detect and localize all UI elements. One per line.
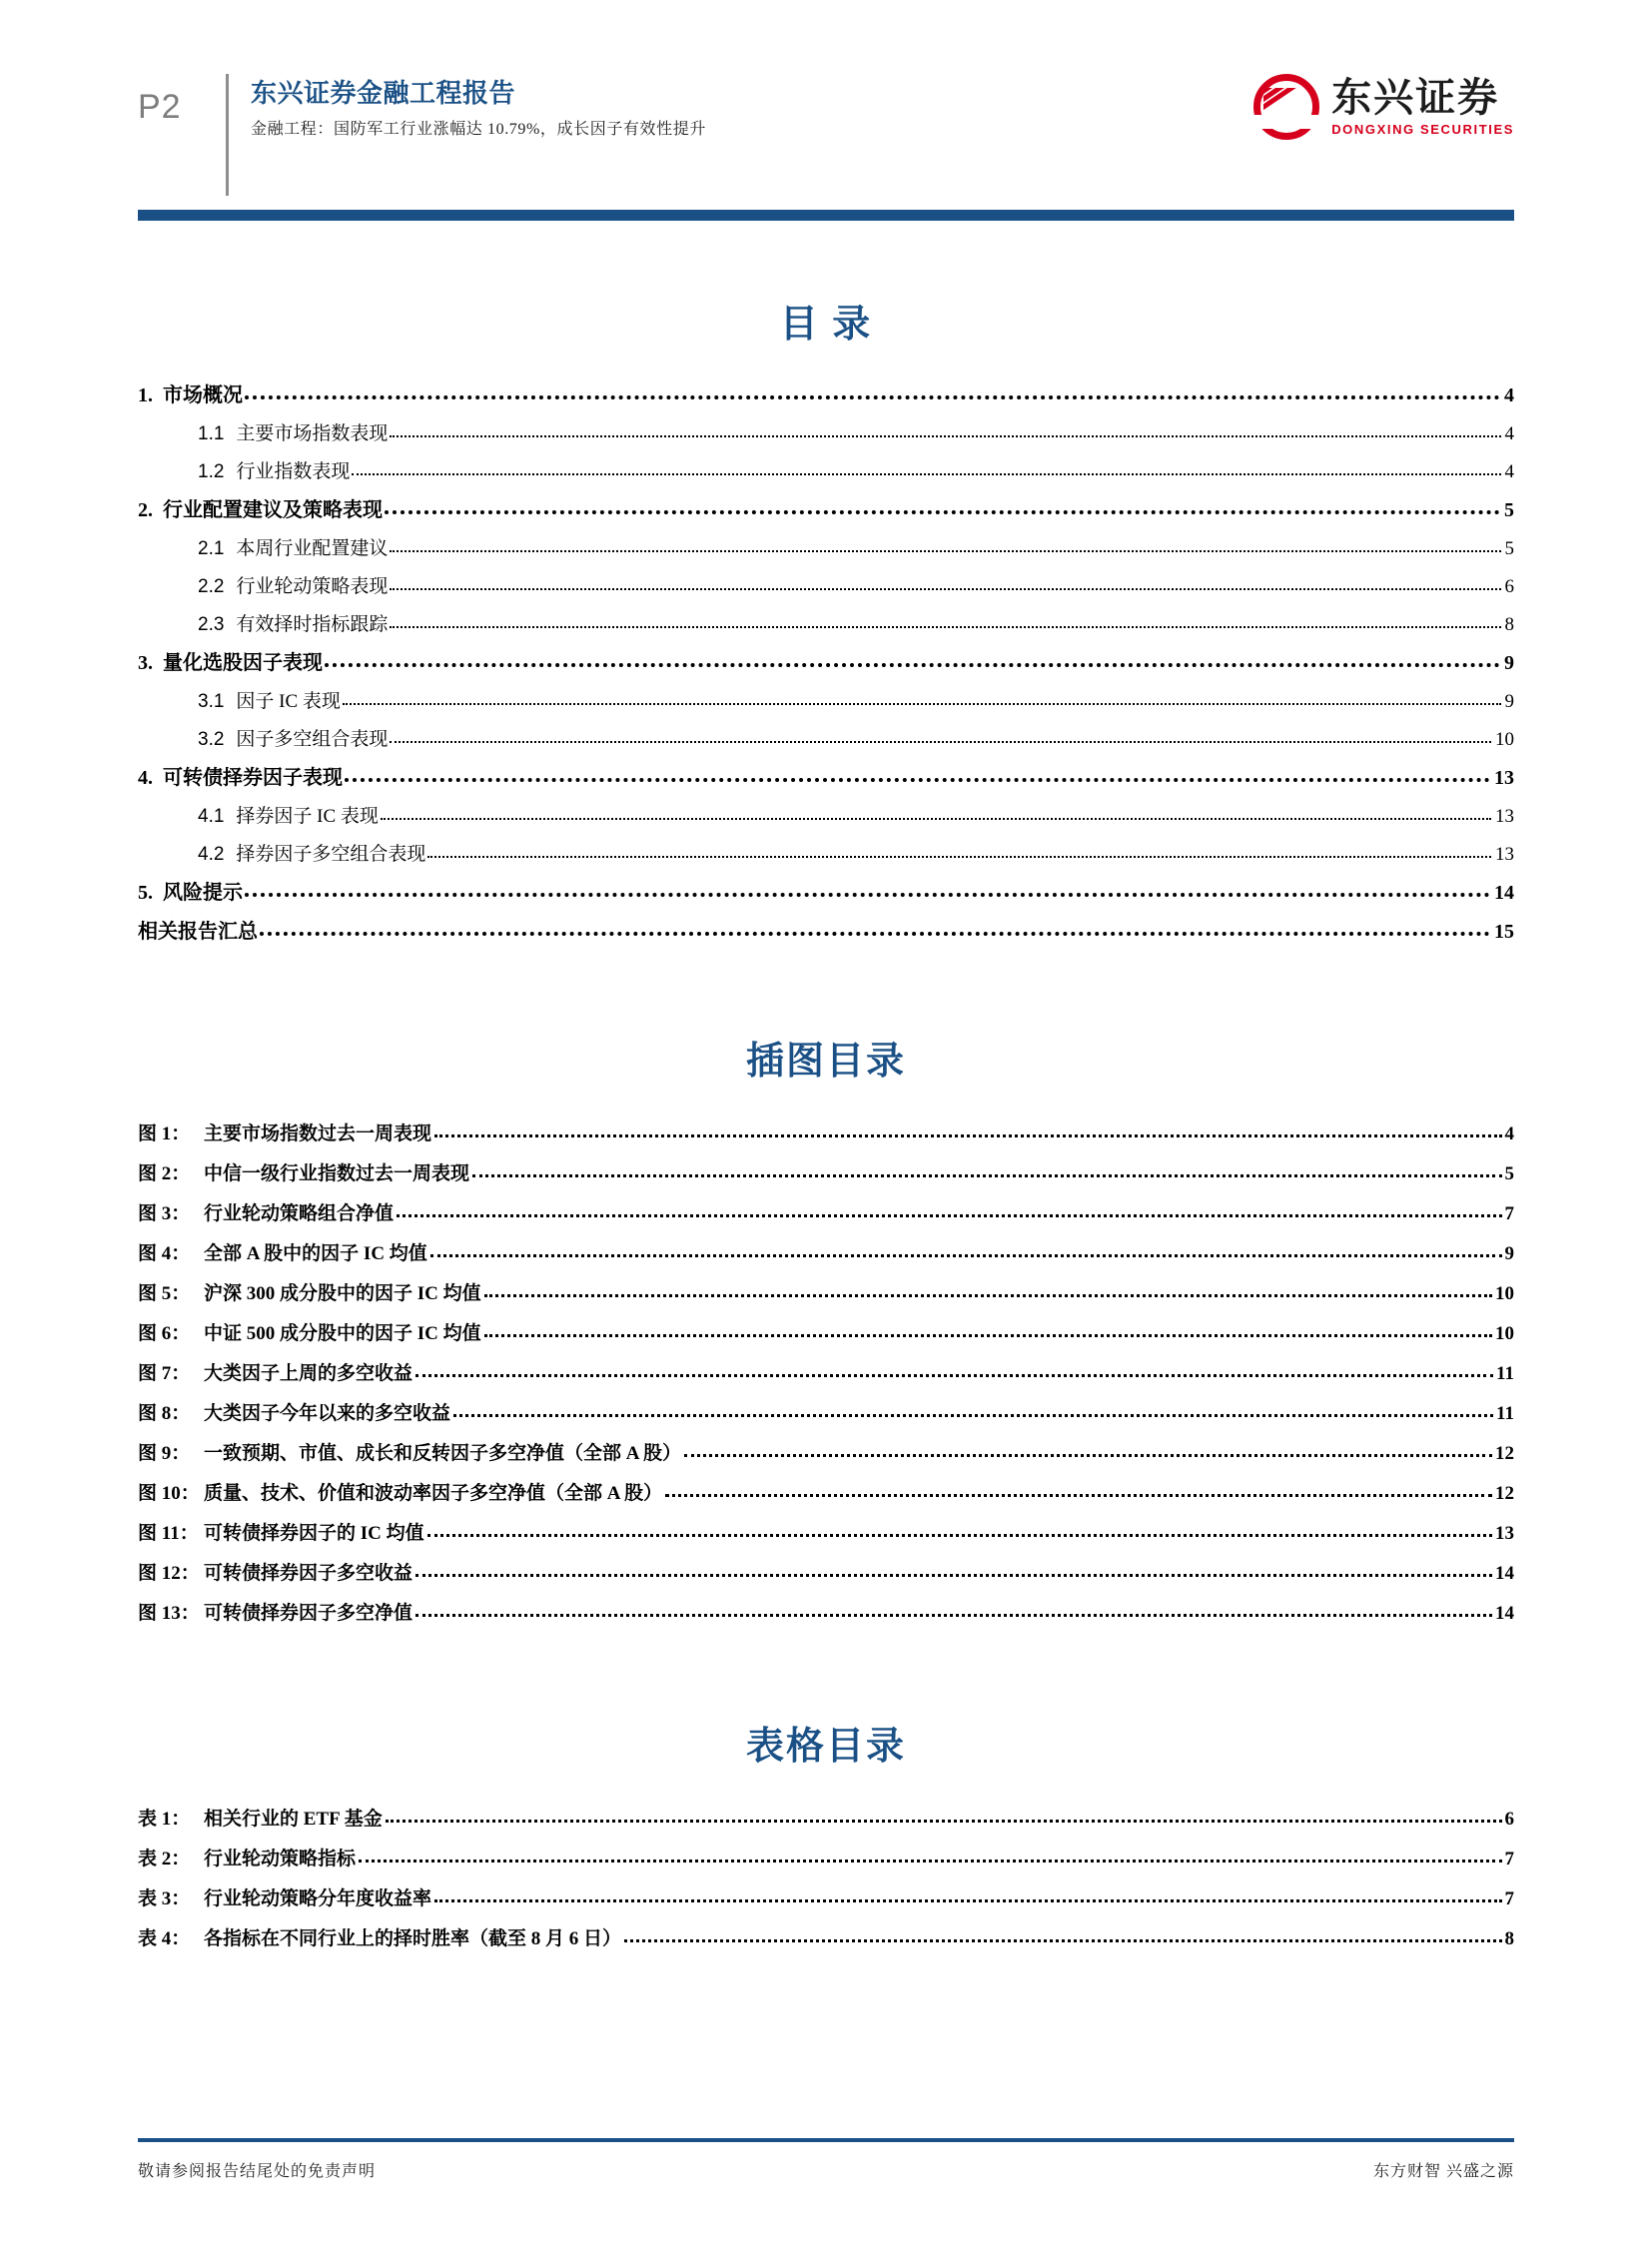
figure-list-entry-tag: 图 12： [138, 1563, 200, 1584]
table-list-entry-label: 行业轮动策略指标 [204, 1849, 357, 1869]
figure-list-entry-tag: 图 11： [138, 1523, 199, 1544]
table-list-entry-page: 6 [1504, 1809, 1514, 1830]
table-list-entry-page: 7 [1504, 1888, 1514, 1909]
leader-dots [397, 1213, 1501, 1217]
leader-dots [427, 1533, 1492, 1537]
header-accent-bar [138, 210, 1514, 221]
table-list-entry[interactable] [138, 1810, 1514, 1829]
toc-entry[interactable] [138, 692, 1514, 711]
footer-accent-bar [138, 2138, 1514, 2142]
toc-entry-page: 4 [1504, 461, 1514, 482]
toc-leader-dots [381, 817, 1491, 820]
figure-list-entry-page: 10 [1495, 1283, 1514, 1304]
toc-leader-dots [390, 625, 1500, 628]
figure-list-entry-label: 可转债择券因子多空净值 [204, 1603, 413, 1624]
table-list-entry-tag: 表 2： [138, 1849, 191, 1869]
figure-list-entry-page: 9 [1504, 1243, 1514, 1264]
toc-entry-page: 14 [1494, 882, 1514, 904]
toc-entry-label: 1.2 行业指数表现 [198, 461, 351, 482]
toc-entry[interactable] [138, 462, 1514, 481]
toc-leader-dots [390, 740, 1491, 743]
leader-dots [665, 1493, 1492, 1497]
leader-dots [484, 1333, 1492, 1337]
toc-entry-number: 2.3 [198, 614, 225, 635]
figure-list-entry-label: 中证 500 成分股中的因子 IC 均值 [204, 1323, 481, 1344]
table-list-entry-tag: 表 4： [138, 1928, 191, 1949]
toc-entry[interactable] [138, 615, 1514, 634]
toc-entry-number: 1. [138, 384, 153, 406]
figure-list-entry-page: 10 [1495, 1323, 1514, 1344]
toc-entry-page: 5 [1504, 499, 1514, 521]
figure-list-entry[interactable] [138, 1444, 1514, 1463]
toc-entry[interactable] [138, 807, 1514, 826]
table-list-entry[interactable] [138, 1889, 1514, 1908]
figure-list-entry-page: 12 [1495, 1483, 1514, 1504]
toc-entry-label: 4.2 择券因子多空组合表现 [198, 844, 426, 865]
toc-entry[interactable] [138, 883, 1514, 903]
figure-list-entry[interactable] [138, 1604, 1514, 1623]
toc-entry[interactable] [138, 845, 1514, 864]
leader-dots [472, 1173, 1501, 1177]
toc-entry-label: 3.2 因子多空组合表现 [198, 729, 389, 750]
toc-entry-label: 4.1 择券因子 IC 表现 [198, 806, 379, 827]
toc-entry-page: 9 [1504, 691, 1514, 712]
toc-entry-page: 15 [1494, 921, 1514, 943]
figure-list-heading: 插图目录 [745, 1041, 906, 1083]
logo-wordmark [1331, 78, 1514, 136]
table-list-entry-label: 相关行业的 ETF 基金 [204, 1809, 383, 1830]
figure-list-entry-page: 11 [1496, 1363, 1514, 1384]
table-list [138, 1810, 1514, 1948]
toc-entry-label: 1. 市场概况 [138, 384, 243, 406]
table-list-entry[interactable] [138, 1929, 1514, 1948]
toc-leader-dots [325, 662, 1500, 667]
leader-dots [415, 1373, 1493, 1377]
figure-list-entry-label: 中信一级行业指数过去一周表现 [204, 1163, 470, 1184]
toc-entry-number: 3.2 [198, 729, 225, 750]
header-divider [226, 74, 229, 196]
page-header [138, 0, 1514, 198]
report-subtitle: 金融工程：国防军工行业涨幅达 10.79%，成长因子有效性提升 [251, 120, 706, 138]
toc-entry-page: 13 [1495, 844, 1514, 865]
leader-dots [624, 1938, 1501, 1942]
toc-entry-number: 2.1 [198, 538, 225, 559]
figure-list-entry-page: 4 [1504, 1123, 1514, 1144]
leader-dots [484, 1293, 1492, 1297]
figure-list-entry-tag: 图 4： [138, 1243, 191, 1264]
table-list-heading: 表格目录 [745, 1726, 906, 1768]
toc-leader-dots [343, 702, 1501, 705]
figure-list-entry-label: 质量、技术、价值和波动率因子多空净值（全部 A 股） [204, 1483, 663, 1504]
figure-list-entry-tag: 图 5： [138, 1283, 191, 1304]
figure-list-entry[interactable] [138, 1124, 1514, 1143]
logo-english-name: DONGXING SECURITIES [1331, 122, 1514, 137]
figure-list-entry-page: 12 [1495, 1443, 1514, 1464]
toc-entry-page: 8 [1504, 614, 1514, 635]
figure-list-entry[interactable] [138, 1404, 1514, 1423]
figure-list-entry[interactable] [138, 1324, 1514, 1343]
toc-entry-label: 2.3 有效择时指标跟踪 [198, 614, 389, 635]
figure-list-entry-tag: 图 10： [138, 1483, 200, 1504]
figure-list-entry[interactable] [138, 1204, 1514, 1223]
toc-entry-page: 13 [1494, 767, 1514, 789]
report-title: 东兴证券金融工程报告 [251, 78, 516, 108]
toc-entry-page: 6 [1504, 576, 1514, 597]
toc-entry[interactable] [138, 539, 1514, 558]
table-list-entry-label: 各指标在不同行业上的择时胜率（截至 8 月 6 日） [204, 1928, 622, 1949]
toc-heading: 目 录 [779, 304, 873, 346]
table-list-entry-tag: 表 1： [138, 1809, 191, 1830]
toc-entry-number: 2. [138, 499, 153, 521]
figure-list-entry-label: 全部 A 股中的因子 IC 均值 [204, 1243, 427, 1264]
figure-list-entry-label: 可转债择券因子的 IC 均值 [204, 1523, 424, 1544]
table-list-entry-page: 7 [1504, 1849, 1514, 1869]
toc-leader-dots [390, 549, 1500, 552]
table-list-entry[interactable] [138, 1850, 1514, 1868]
toc-entry-label: 2.1 本周行业配置建议 [198, 538, 389, 559]
toc-leader-dots [427, 855, 1491, 858]
toc-entry-page: 10 [1495, 729, 1514, 750]
figure-list-entry-label: 一致预期、市值、成长和反转因子多空净值（全部 A 股） [204, 1443, 682, 1464]
toc-entry-label: 相关报告汇总 [138, 921, 258, 943]
toc-entry-page: 4 [1504, 384, 1514, 406]
toc-entry-page: 9 [1504, 652, 1514, 674]
figure-list-entry-tag: 图 9： [138, 1443, 191, 1464]
toc-leader-dots [260, 931, 1490, 936]
toc-entry-label: 2.2 行业轮动策略表现 [198, 576, 389, 597]
logo-emblem-icon [1253, 74, 1319, 140]
figure-list-entry[interactable] [138, 1364, 1514, 1383]
leader-dots [430, 1253, 1502, 1257]
toc-entry-page: 13 [1495, 806, 1514, 827]
toc-leader-dots [352, 472, 1500, 475]
figure-list-entry-page: 11 [1496, 1403, 1514, 1424]
toc-entry[interactable] [138, 500, 1514, 520]
toc-list [138, 385, 1514, 942]
figure-list [138, 1124, 1514, 1623]
table-list-entry-tag: 表 3： [138, 1888, 191, 1909]
leader-dots [359, 1859, 1501, 1863]
toc-entry-label: 2. 行业配置建议及策略表现 [138, 499, 383, 521]
toc-entry-number: 2.2 [198, 576, 225, 597]
toc-entry-number: 1.1 [198, 423, 225, 444]
company-logo [1253, 74, 1514, 140]
toc-leader-dots [345, 777, 1490, 782]
toc-entry[interactable] [138, 424, 1514, 443]
figure-list-entry-tag: 图 7： [138, 1363, 191, 1384]
figure-list-entry-tag: 图 13： [138, 1603, 200, 1624]
figure-list-entry-label: 可转债择券因子多空收益 [204, 1563, 413, 1584]
leader-dots [386, 1819, 1502, 1823]
leader-dots [415, 1613, 1492, 1617]
figure-list-entry[interactable] [138, 1164, 1514, 1183]
toc-entry-number: 4.2 [198, 844, 225, 865]
figure-list-entry-tag: 图 1： [138, 1123, 191, 1144]
figure-list-entry-page: 5 [1504, 1163, 1514, 1184]
toc-entry-number: 4.1 [198, 806, 225, 827]
toc-entry-label: 3.1 因子 IC 表现 [198, 691, 341, 712]
table-list-entry-label: 行业轮动策略分年度收益率 [204, 1888, 432, 1909]
toc-entry-page: 4 [1504, 423, 1514, 444]
page-number: P2 [138, 88, 182, 126]
figure-list-entry-page: 7 [1504, 1203, 1514, 1224]
logo-chinese-name: 东兴证券 [1331, 76, 1500, 120]
figure-list-entry[interactable] [138, 1484, 1514, 1503]
figure-list-entry-tag: 图 3： [138, 1203, 191, 1224]
figure-list-entry-page: 14 [1495, 1563, 1514, 1584]
figure-list-entry-tag: 图 8： [138, 1403, 191, 1424]
footer-slogan: 东方财智 兴盛之源 [1372, 2163, 1514, 2180]
toc-entry-label: 5. 风险提示 [138, 882, 243, 904]
figure-list-entry-page: 13 [1495, 1523, 1514, 1544]
toc-leader-dots [245, 892, 1490, 897]
figure-list-entry-tag: 图 6： [138, 1323, 191, 1344]
figure-list-entry[interactable] [138, 1524, 1514, 1543]
figure-list-entry[interactable] [138, 1564, 1514, 1583]
figure-list-entry-label: 行业轮动策略组合净值 [204, 1203, 395, 1224]
figure-list-entry[interactable] [138, 1244, 1514, 1263]
toc-entry[interactable] [138, 768, 1514, 788]
toc-entry-number: 1.2 [198, 461, 225, 482]
toc-leader-dots [245, 394, 1500, 399]
toc-entry-number: 3.1 [198, 691, 225, 712]
leader-dots [434, 1898, 1501, 1902]
toc-entry[interactable] [138, 922, 1514, 942]
toc-entry-number: 5. [138, 882, 153, 904]
leader-dots [453, 1413, 1493, 1417]
toc-entry[interactable] [138, 730, 1514, 749]
leader-dots [415, 1573, 1492, 1577]
page-footer [138, 2138, 1514, 2181]
toc-leader-dots [390, 434, 1500, 437]
leader-dots [434, 1133, 1501, 1137]
figure-list-entry-label: 沪深 300 成分股中的因子 IC 均值 [204, 1283, 481, 1304]
toc-entry-label: 4. 可转债择券因子表现 [138, 767, 343, 789]
table-list-entry-page: 8 [1504, 1928, 1514, 1949]
toc-leader-dots [385, 509, 1500, 514]
toc-entry[interactable] [138, 577, 1514, 596]
toc-entry[interactable] [138, 385, 1514, 405]
toc-entry-number: 4. [138, 767, 153, 789]
figure-list-entry-label: 主要市场指数过去一周表现 [204, 1123, 432, 1144]
toc-entry-label: 1.1 主要市场指数表现 [198, 423, 389, 444]
footer-disclaimer: 敬请参阅报告结尾处的免责声明 [138, 2163, 377, 2180]
figure-list-entry-label: 大类因子今年以来的多空收益 [204, 1403, 451, 1424]
toc-entry-page: 5 [1504, 538, 1514, 559]
toc-entry-label: 3. 量化选股因子表现 [138, 652, 323, 674]
figure-list-entry-tag: 图 2： [138, 1163, 191, 1184]
toc-entry-number: 3. [138, 652, 153, 674]
toc-leader-dots [390, 587, 1500, 590]
leader-dots [684, 1453, 1492, 1457]
figure-list-entry[interactable] [138, 1284, 1514, 1303]
figure-list-entry-page: 14 [1495, 1603, 1514, 1624]
figure-list-entry-label: 大类因子上周的多空收益 [204, 1363, 413, 1384]
toc-entry[interactable] [138, 653, 1514, 673]
